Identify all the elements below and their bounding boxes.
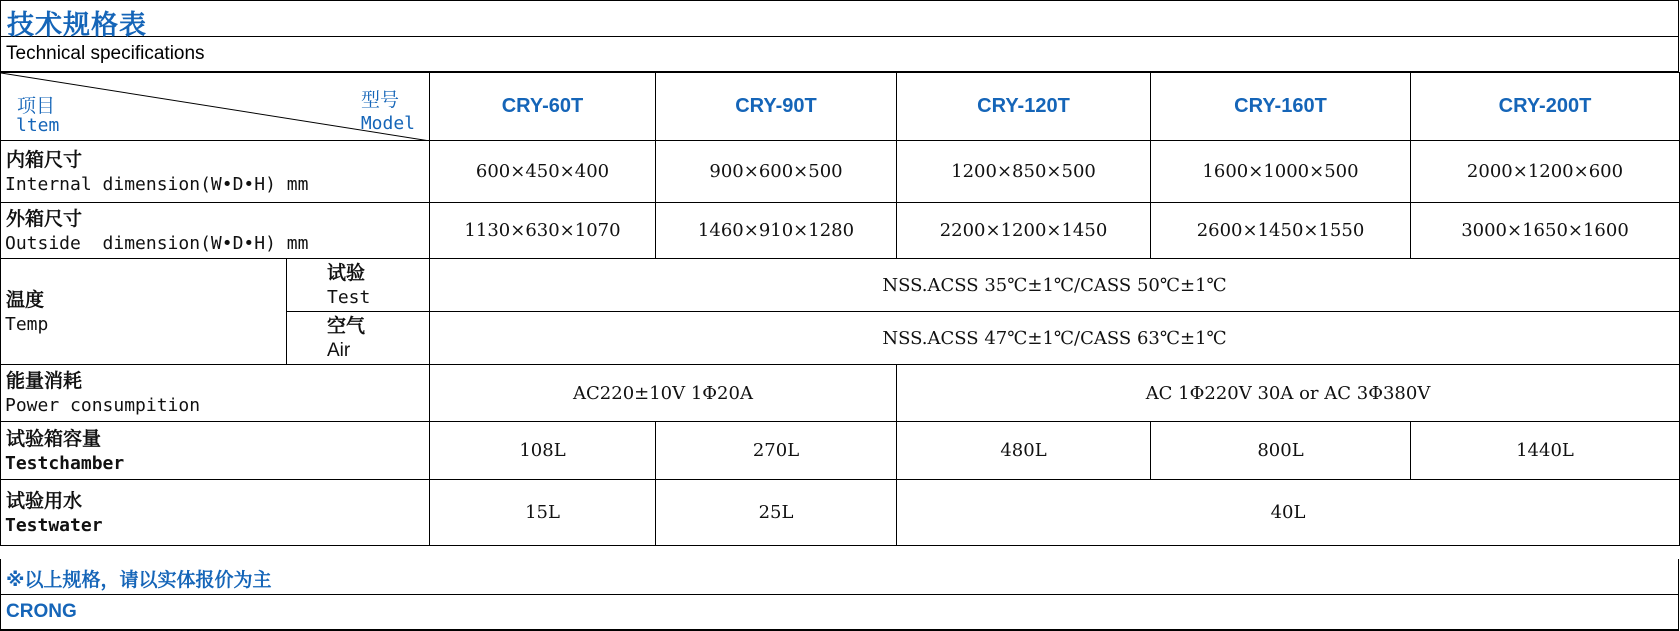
temp-air-value: NSS.ACSS 47℃±1℃/CASS 63℃±1℃	[430, 312, 1680, 365]
power-label	[1, 365, 430, 422]
label-en: Testchamber	[5, 452, 125, 474]
spec-table	[0, 72, 1680, 546]
power-row	[1, 365, 1680, 422]
value-cell: 600×450×400	[430, 141, 656, 203]
value-cell: 2000×1200×600	[1411, 141, 1680, 203]
value-cell: 40L	[897, 480, 1680, 546]
label-zh: 试验箱容量	[6, 427, 102, 450]
value-cell: 1600×1000×500	[1151, 141, 1411, 203]
model-label-en: Model	[360, 113, 415, 134]
value-cell: 2200×1200×1450	[897, 203, 1151, 259]
item-label-en: ltem	[16, 115, 60, 136]
value-cell: 25L	[656, 480, 897, 546]
header-row	[1, 73, 1680, 141]
model-header-cry-200t: CRY-200T	[1411, 73, 1680, 141]
label-en: Temp	[5, 313, 49, 335]
temp-label	[1, 259, 287, 365]
internal-dimension-row	[1, 141, 1680, 203]
label-zh: 空气	[327, 315, 366, 337]
value-cell: 800L	[1151, 422, 1411, 480]
model-header-cry-90t: CRY-90T	[656, 73, 897, 141]
subtitle-row	[0, 37, 1679, 72]
label-zh: 温度	[6, 288, 45, 311]
model-header-cry-160t: CRY-160T	[1151, 73, 1411, 141]
sheet-title: 技术规格表	[7, 10, 147, 41]
note-row	[0, 559, 1679, 595]
brand-row	[0, 595, 1679, 631]
value-cell: 1440L	[1411, 422, 1680, 480]
outside-dimension-row	[1, 203, 1680, 259]
label-zh: 试验用水	[6, 489, 83, 512]
item-model-header	[1, 73, 430, 141]
testchamber-label	[1, 422, 430, 480]
internal-dimension-label	[1, 141, 430, 203]
title-row	[0, 0, 1679, 41]
label-zh: 能量消耗	[6, 370, 83, 392]
temp-test-row	[1, 259, 1680, 312]
power-value-large: AC 1Φ220V 30A or AC 3Φ380V	[897, 365, 1680, 422]
testchamber-row	[1, 422, 1680, 480]
value-cell: 900×600×500	[656, 141, 897, 203]
label-en: Internal dimension(W•D•H) mm	[5, 173, 309, 195]
temp-test-sublabel	[287, 259, 430, 312]
label-en: Power consumpition	[5, 395, 201, 416]
item-label-zh: 项目	[17, 95, 56, 117]
label-zh: 内箱尺寸	[6, 148, 83, 171]
value-cell: 480L	[897, 422, 1151, 480]
value-cell: 108L	[430, 422, 656, 480]
value-cell: 270L	[656, 422, 897, 480]
label-en: Test	[327, 287, 371, 308]
value-cell: 1130×630×1070	[430, 203, 656, 259]
temp-air-sublabel	[287, 312, 430, 365]
value-cell: 3000×1650×1600	[1411, 203, 1680, 259]
label-zh: 试验	[327, 262, 366, 284]
brand-name: CRONG	[6, 601, 77, 622]
value-cell: 2600×1450×1550	[1151, 203, 1411, 259]
testwater-row	[1, 480, 1680, 546]
value-cell: 1200×850×500	[897, 141, 1151, 203]
model-header-cry-60t: CRY-60T	[430, 73, 656, 141]
label-zh: 外箱尺寸	[6, 207, 83, 230]
model-label-zh: 型号	[360, 89, 399, 111]
power-value-small: AC220±10V 1Φ20A	[430, 365, 897, 422]
outside-dimension-label	[1, 203, 430, 259]
model-header-cry-120t: CRY-120T	[897, 73, 1151, 141]
temp-test-value: NSS.ACSS 35℃±1℃/CASS 50℃±1℃	[430, 259, 1680, 312]
label-en: Outside dimension(W•D•H) mm	[5, 232, 309, 254]
value-cell: 1460×910×1280	[656, 203, 897, 259]
value-cell: 15L	[430, 480, 656, 546]
quote-note: ※以上规格，请以实体报价为主	[6, 569, 272, 591]
sheet-subtitle: Technical specifications	[6, 43, 205, 64]
label-en: Testwater	[5, 514, 103, 536]
testwater-label	[1, 480, 430, 546]
label-en: Air	[327, 340, 351, 361]
